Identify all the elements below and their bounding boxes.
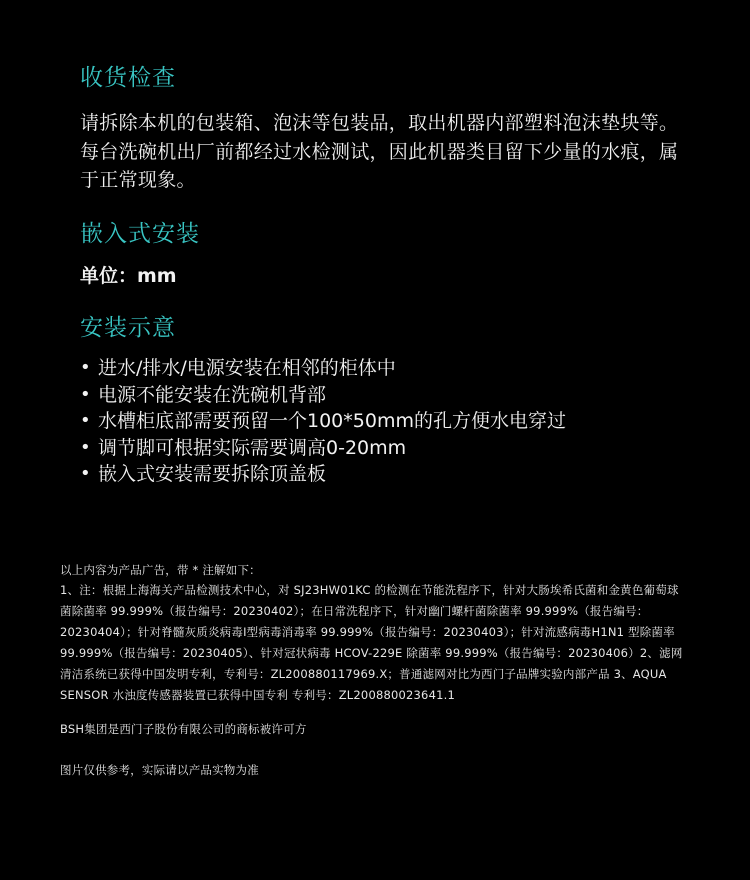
trademark-note: BSH集团是西门子股份有限公司的商标被许可方 <box>60 722 307 736</box>
inspection-heading: 收货检查 <box>80 65 176 91</box>
bullet-dot-icon: • <box>80 436 91 458</box>
diagram-heading: 安装示意 <box>80 315 176 341</box>
bullet-dot-icon: • <box>80 463 91 484</box>
bullet-text: 调节脚可根据实际需要调高0-20mm <box>98 436 407 459</box>
bullet-item <box>80 435 566 462</box>
bullet-dot-icon: • <box>80 410 91 431</box>
builtin-heading: 嵌入式安装 <box>80 221 200 247</box>
footnote-intro: 以上内容为产品广告，带 * 注解如下： <box>60 563 261 577</box>
bullet-dot-icon: • <box>80 357 91 378</box>
install-bullet-list <box>80 355 566 488</box>
inspection-text: 请拆除本机的包装箱、泡沫等包装品，取出机器内部塑料泡沫垫块等。每台洗碗机出厂前都经过水检测试，因此机器类目留下少量的水痕，属于正常现象。 <box>80 112 679 191</box>
bullet-item <box>80 461 566 488</box>
bullet-text: 水槽柜底部需要预留一个100*50mm的孔方便水电穿过 <box>98 410 566 432</box>
bullet-dot-icon: • <box>80 383 91 405</box>
disclaimer-note: 图片仅供参考，实际请以产品实物为准 <box>60 763 259 777</box>
bullet-text: 嵌入式安装需要拆除顶盖板 <box>98 463 327 485</box>
bullet-text: 电源不能安装在洗碗机背部 <box>98 383 327 406</box>
footnote-notes: 1、注：根据上海海关产品检测技术中心，对 SJ23HW01KC 的检测在节能洗程序下，针对大肠埃希氏菌和金黄色葡萄球菌除菌率 99.999%（报告编号：20230402）；在日常洗程序下，针对幽门螺杆菌除菌率 99.999%（报告编号：20230404）；针对脊髓灰质炎病毒I型病毒消毒率 99.999%（报告编号：20230403）；针对流感病毒H1N1 型除菌率 99.999%（报告编号：20230405）、针对冠状病毒 HCOV-229E 除菌率 99.999%（报告编号：20230406）2、滤网清洁系统已获得中国发明专利，专利号：ZL200880117969.X；普通滤网对比为西门子品牌实验内部产品 3、AQUA SENSOR 水浊度传感器装置已获得中国专利 专利号：ZL200880023641.1 <box>60 583 683 702</box>
bullet-item <box>80 382 566 409</box>
unit-label: 单位：mm <box>80 265 177 287</box>
bullet-item <box>80 408 566 435</box>
bullet-text: 进水/排水/电源安装在相邻的柜体中 <box>98 357 396 379</box>
bullet-item <box>80 355 566 382</box>
